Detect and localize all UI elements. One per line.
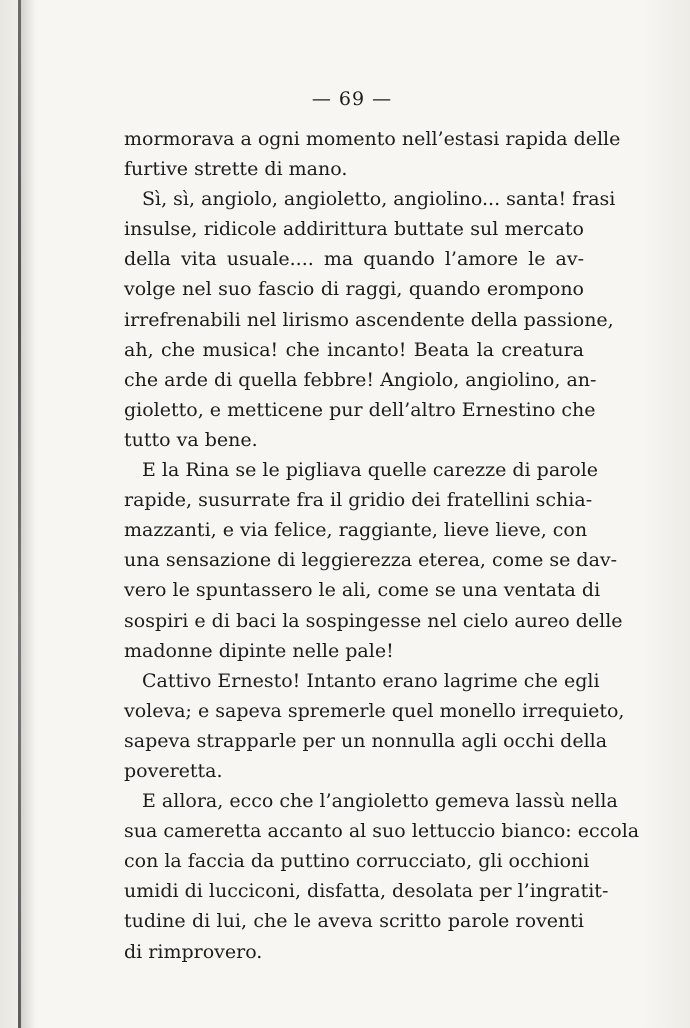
text-line: ah, che musica! che incanto! Beata la creatura (124, 338, 584, 361)
text-line: irrefrenabili nel lirismo ascendente della passione, (124, 308, 614, 331)
text-line: Cattivo Ernesto! Intanto erano lagrime che egli (142, 669, 600, 692)
text-line: umidi di lucciconi, disfatta, desolata per l’ingratit- (124, 880, 609, 903)
text-line: tutto va bene. (124, 428, 258, 451)
text-line: E allora, ecco che l’angioletto gemeva lassù nella (142, 790, 618, 813)
text-line: sua cameretta accanto al suo lettuccio bianco: eccola (124, 820, 640, 843)
text-line: tudine di lui, che le aveva scritto parole roventi (124, 910, 584, 933)
text-line: insulse, ridicole addirittura buttate sul mercato (124, 218, 584, 241)
body-text (124, 124, 640, 967)
text-line: di rimprovero. (124, 940, 263, 963)
page-number: — 69 — (311, 88, 393, 110)
text-line: mazzanti, e via felice, raggiante, lieve lieve, con (124, 519, 588, 542)
text-line: con la faccia da puttino corrucciato, gli occhioni (124, 850, 590, 873)
text-line: che arde di quella febbre! Angiolo, angiolino, an- (124, 368, 597, 391)
text-line: mormorava a ogni momento nell’estasi rapida delle (124, 128, 621, 150)
text-line: voleva; e sapeva spremerle quel monello irrequieto, (124, 699, 625, 722)
text-line: Sì, sì, angiolo, angioletto, angiolino... santa! frasi (142, 188, 616, 211)
text-line: E la Rina se le pigliava quelle carezze di parole (142, 459, 599, 482)
text-line: poveretta. (124, 759, 223, 782)
text-line: rapide, susurrate fra il gridio dei fratellini schia- (124, 489, 593, 512)
text-line: furtive strette di mano. (124, 158, 348, 181)
text-line: gioletto, e metticene pur dell’altro Ernestino che (124, 398, 596, 421)
text-line: della vita usuale.... ma quando l’amore le av- (124, 248, 584, 271)
text-line: una sensazione di leggierezza eterea, come se dav- (124, 549, 618, 572)
text-line: madonne dipinte nelle pale! (124, 639, 394, 662)
text-line: vero le spuntassero le ali, come se una ventata di (124, 579, 601, 602)
text-line: sapeva strapparle per un nonnulla agli occhi della (124, 729, 608, 752)
binding-shadow (21, 0, 35, 1028)
text-line: sospiri e di baci la sospingesse nel cielo aureo delle (124, 609, 623, 632)
text-line: volge nel suo fascio di raggi, quando erompono (124, 278, 584, 301)
